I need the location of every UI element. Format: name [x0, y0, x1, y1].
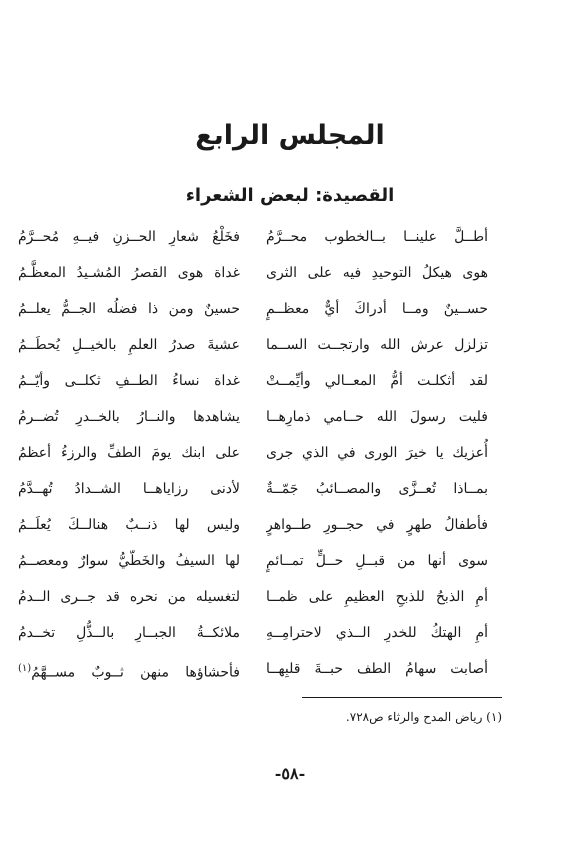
poem — [0, 220, 580, 690]
verse-line — [18, 616, 488, 650]
verse-first-hemistich: فليت رسولَ الله حــامي ذمارِهــا — [266, 409, 488, 425]
verse-second-hemistich: عشيةَ صدرُ العلمِ بالخيــلِ يُحطَــمُ — [18, 337, 240, 353]
chapter-title: المجلس الرابع — [195, 120, 385, 151]
verse-second-hemistich: لتغسيله من نحره قد جــرى الــدمُ — [18, 589, 240, 605]
verse-second-hemistich: وليس لها ذنــبٌ هنالــكَ يُعلَــمُ — [18, 517, 240, 533]
verse-line — [18, 580, 488, 614]
verse-text: فأحشاؤها منهن ثــوبٌ مســهَّمُ — [31, 664, 240, 681]
verse-second-hemistich: على ابنك يومَ الطفِّ والرزءُ أعظمُ — [18, 445, 240, 461]
verse-line — [18, 472, 488, 506]
verse-second-hemistich: ملائكــةُ الجبــارِ بالــذُّلِ تخــدمُ — [18, 625, 240, 641]
verse-first-hemistich: أمِ الهتكُ للخدرِ الــذي لاحترامِــهِ — [266, 625, 488, 641]
verse-first-hemistich: سوى أنها من قبــلِ حــلٍّ تمــائمٍ — [266, 553, 488, 569]
verse-line — [18, 364, 488, 398]
verse-first-hemistich: هوى هيكلُ التوحيدِ فيه على الثرى — [266, 265, 488, 281]
verse-line — [18, 508, 488, 542]
verse-first-hemistich: تزلزل عرش الله وارتجــت الســما — [266, 337, 488, 353]
verse-second-hemistich: حسينٌ ومن ذا فضلُه الجــمُّ يعلــمُ — [18, 301, 240, 317]
verse-first-hemistich: بمــاذا تُعــزَّى والمصــائبُ جَمّــةٌ — [266, 481, 488, 497]
verse-line — [18, 544, 488, 578]
verse-second-hemistich: غداة هوى القصرُ المُشـيدُ المعظَّـمُ — [18, 265, 240, 281]
footnote-divider — [302, 697, 502, 698]
page-number: -٥٨- — [274, 764, 306, 783]
verse-first-hemistich: فأطفالُ طهرٍ في حجــورِ طــواهرٍ — [266, 517, 488, 533]
footnote: (١) رياض المدح والرثاء ص٧٢٨. — [345, 710, 502, 724]
verse-second-hemistich: لها السيفُ والخَطّيُّ سوارٌ ومعصــمُ — [18, 553, 240, 569]
verse-line — [18, 292, 488, 326]
footnote-marker: (١) — [18, 663, 32, 674]
verse-first-hemistich: حســينٌ ومــا أدراكَ أيٌّ معظــمٍ — [266, 301, 488, 317]
verse-second-hemistich — [18, 652, 240, 686]
verse-line — [18, 256, 488, 290]
verse-line — [18, 436, 488, 470]
poem-subtitle: القصيدة: لبعض الشعراء — [185, 185, 395, 206]
verse-first-hemistich: أمِ الذبحُ للذبحِ العظيمِ على ظمــا — [266, 589, 488, 605]
verse-first-hemistich: أطــلَّ علينــا بــالخطوب محــرَّمُ — [266, 229, 488, 245]
verse-second-hemistich: غداة نساءُ الطــفِ ثكلــى وأيّــمُ — [18, 373, 240, 389]
verse-first-hemistich: أصابت سهامُ الطف حبــةَ قلبِهــا — [266, 661, 488, 677]
verse-first-hemistich: لقد أثكلـت أمُّ المعــالي وأيِّمــتْ — [266, 373, 488, 389]
verse-second-hemistich: فخَلْعُ شعارِ الحــزنِ فيــهِ مُحــرَّمُ — [18, 229, 240, 245]
verse-first-hemistich: أُعزيك يا خيرَ الورى في الذي جرى — [266, 445, 488, 461]
verse-second-hemistich: يشاهدها والنــارُ بالخــدرِ تُضــرمُ — [18, 409, 240, 425]
verse-second-hemistich: لأدنى رزاياهــا الشــدادُ تُهــدَّمُ — [18, 481, 240, 497]
verse-line — [18, 400, 488, 434]
verse-line — [18, 220, 488, 254]
verse-line — [18, 652, 488, 686]
verse-line — [18, 328, 488, 362]
